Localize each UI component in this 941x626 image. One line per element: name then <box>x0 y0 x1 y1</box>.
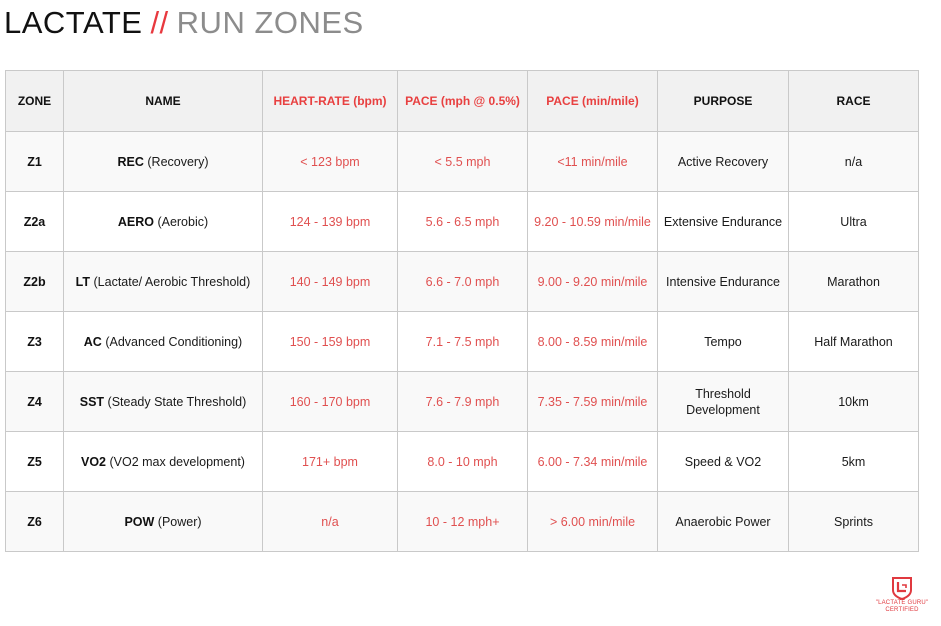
race-cell: Marathon <box>789 252 919 312</box>
heart-rate-cell: 171+ bpm <box>263 432 398 492</box>
header-purpose: PURPOSE <box>658 71 789 132</box>
pace-mph-cell: 7.1 - 7.5 mph <box>398 312 528 372</box>
race-cell: Sprints <box>789 492 919 552</box>
badge-line-1: "LACTATE GURU" <box>875 600 929 606</box>
zone-cell: Z1 <box>6 132 64 192</box>
purpose-cell: Speed & VO2 <box>658 432 789 492</box>
zone-abbr: AC <box>83 334 102 349</box>
zone-cell: Z2a <box>6 192 64 252</box>
name-cell <box>64 432 263 492</box>
purpose-cell: Active Recovery <box>658 132 789 192</box>
zone-abbr: LT <box>75 274 91 289</box>
zone-abbr: POW <box>124 514 155 529</box>
zone-abbr: VO2 <box>81 454 107 469</box>
race-cell: 10km <box>789 372 919 432</box>
heart-rate-cell: 160 - 170 bpm <box>263 372 398 432</box>
zone-cell: Z3 <box>6 312 64 372</box>
zone-cell: Z6 <box>6 492 64 552</box>
table-row <box>6 132 919 192</box>
purpose-cell: Anaerobic Power <box>658 492 789 552</box>
pace-mph-cell: < 5.5 mph <box>398 132 528 192</box>
race-cell: 5km <box>789 432 919 492</box>
purpose-cell: Intensive Endurance <box>658 252 789 312</box>
zone-full-name: (Advanced Conditioning) <box>105 334 243 349</box>
pace-min-mile-cell: <11 min/mile <box>528 132 658 192</box>
zone-cell: Z5 <box>6 432 64 492</box>
purpose-cell: Threshold Development <box>658 372 789 432</box>
pace-mph-cell: 8.0 - 10 mph <box>398 432 528 492</box>
pace-min-mile-cell: 9.20 - 10.59 min/mile <box>528 192 658 252</box>
heart-rate-cell: 140 - 149 bpm <box>263 252 398 312</box>
title-lactate: LACTATE <box>4 5 143 40</box>
lactate-guru-badge <box>870 576 934 614</box>
zone-full-name: (Lactate/ Aerobic Threshold) <box>93 274 251 289</box>
table-row <box>6 372 919 432</box>
title-separator: // <box>150 5 169 40</box>
header-pace-mph: PACE (mph @ 0.5%) <box>398 71 528 132</box>
pace-mph-cell: 5.6 - 6.5 mph <box>398 192 528 252</box>
pace-min-mile-cell: > 6.00 min/mile <box>528 492 658 552</box>
zone-abbr: AERO <box>117 214 154 229</box>
pace-mph-cell: 7.6 - 7.9 mph <box>398 372 528 432</box>
pace-mph-cell: 6.6 - 7.0 mph <box>398 252 528 312</box>
table-row <box>6 252 919 312</box>
pace-min-mile-cell: 8.00 - 8.59 min/mile <box>528 312 658 372</box>
page-title <box>4 4 364 42</box>
zone-full-name: (VO2 max development) <box>109 454 245 469</box>
pace-mph-cell: 10 - 12 mph+ <box>398 492 528 552</box>
heart-rate-cell: 150 - 159 bpm <box>263 312 398 372</box>
header-heart-rate: HEART-RATE (bpm) <box>263 71 398 132</box>
table-row <box>6 192 919 252</box>
pace-min-mile-cell: 7.35 - 7.59 min/mile <box>528 372 658 432</box>
header-race: RACE <box>789 71 919 132</box>
name-cell <box>64 372 263 432</box>
heart-rate-cell: n/a <box>263 492 398 552</box>
name-cell <box>64 492 263 552</box>
zone-cell: Z4 <box>6 372 64 432</box>
name-cell <box>64 252 263 312</box>
zone-full-name: (Power) <box>157 514 202 529</box>
purpose-cell: Tempo <box>658 312 789 372</box>
name-cell <box>64 312 263 372</box>
heart-rate-cell: 124 - 139 bpm <box>263 192 398 252</box>
header-name: NAME <box>64 71 263 132</box>
zone-full-name: (Recovery) <box>147 154 209 169</box>
name-cell <box>64 132 263 192</box>
zone-full-name: (Aerobic) <box>157 214 209 229</box>
header-zone: ZONE <box>6 71 64 132</box>
zone-full-name: (Steady State Threshold) <box>107 394 247 409</box>
run-zones-table <box>5 70 919 552</box>
table-row <box>6 492 919 552</box>
purpose-cell: Extensive Endurance <box>658 192 789 252</box>
zone-abbr: SST <box>79 394 105 409</box>
lactate-guru-logo-icon <box>891 576 913 600</box>
header-pace-min-mile: PACE (min/mile) <box>528 71 658 132</box>
race-cell: Ultra <box>789 192 919 252</box>
race-cell: n/a <box>789 132 919 192</box>
zone-cell: Z2b <box>6 252 64 312</box>
title-run-zones: RUN ZONES <box>176 5 364 40</box>
zone-abbr: REC <box>117 154 144 169</box>
table-row <box>6 312 919 372</box>
table-header-row <box>6 71 919 132</box>
heart-rate-cell: < 123 bpm <box>263 132 398 192</box>
race-cell: Half Marathon <box>789 312 919 372</box>
pace-min-mile-cell: 6.00 - 7.34 min/mile <box>528 432 658 492</box>
pace-min-mile-cell: 9.00 - 9.20 min/mile <box>528 252 658 312</box>
name-cell <box>64 192 263 252</box>
table-row <box>6 432 919 492</box>
badge-line-2: CERTIFIED <box>885 607 919 613</box>
